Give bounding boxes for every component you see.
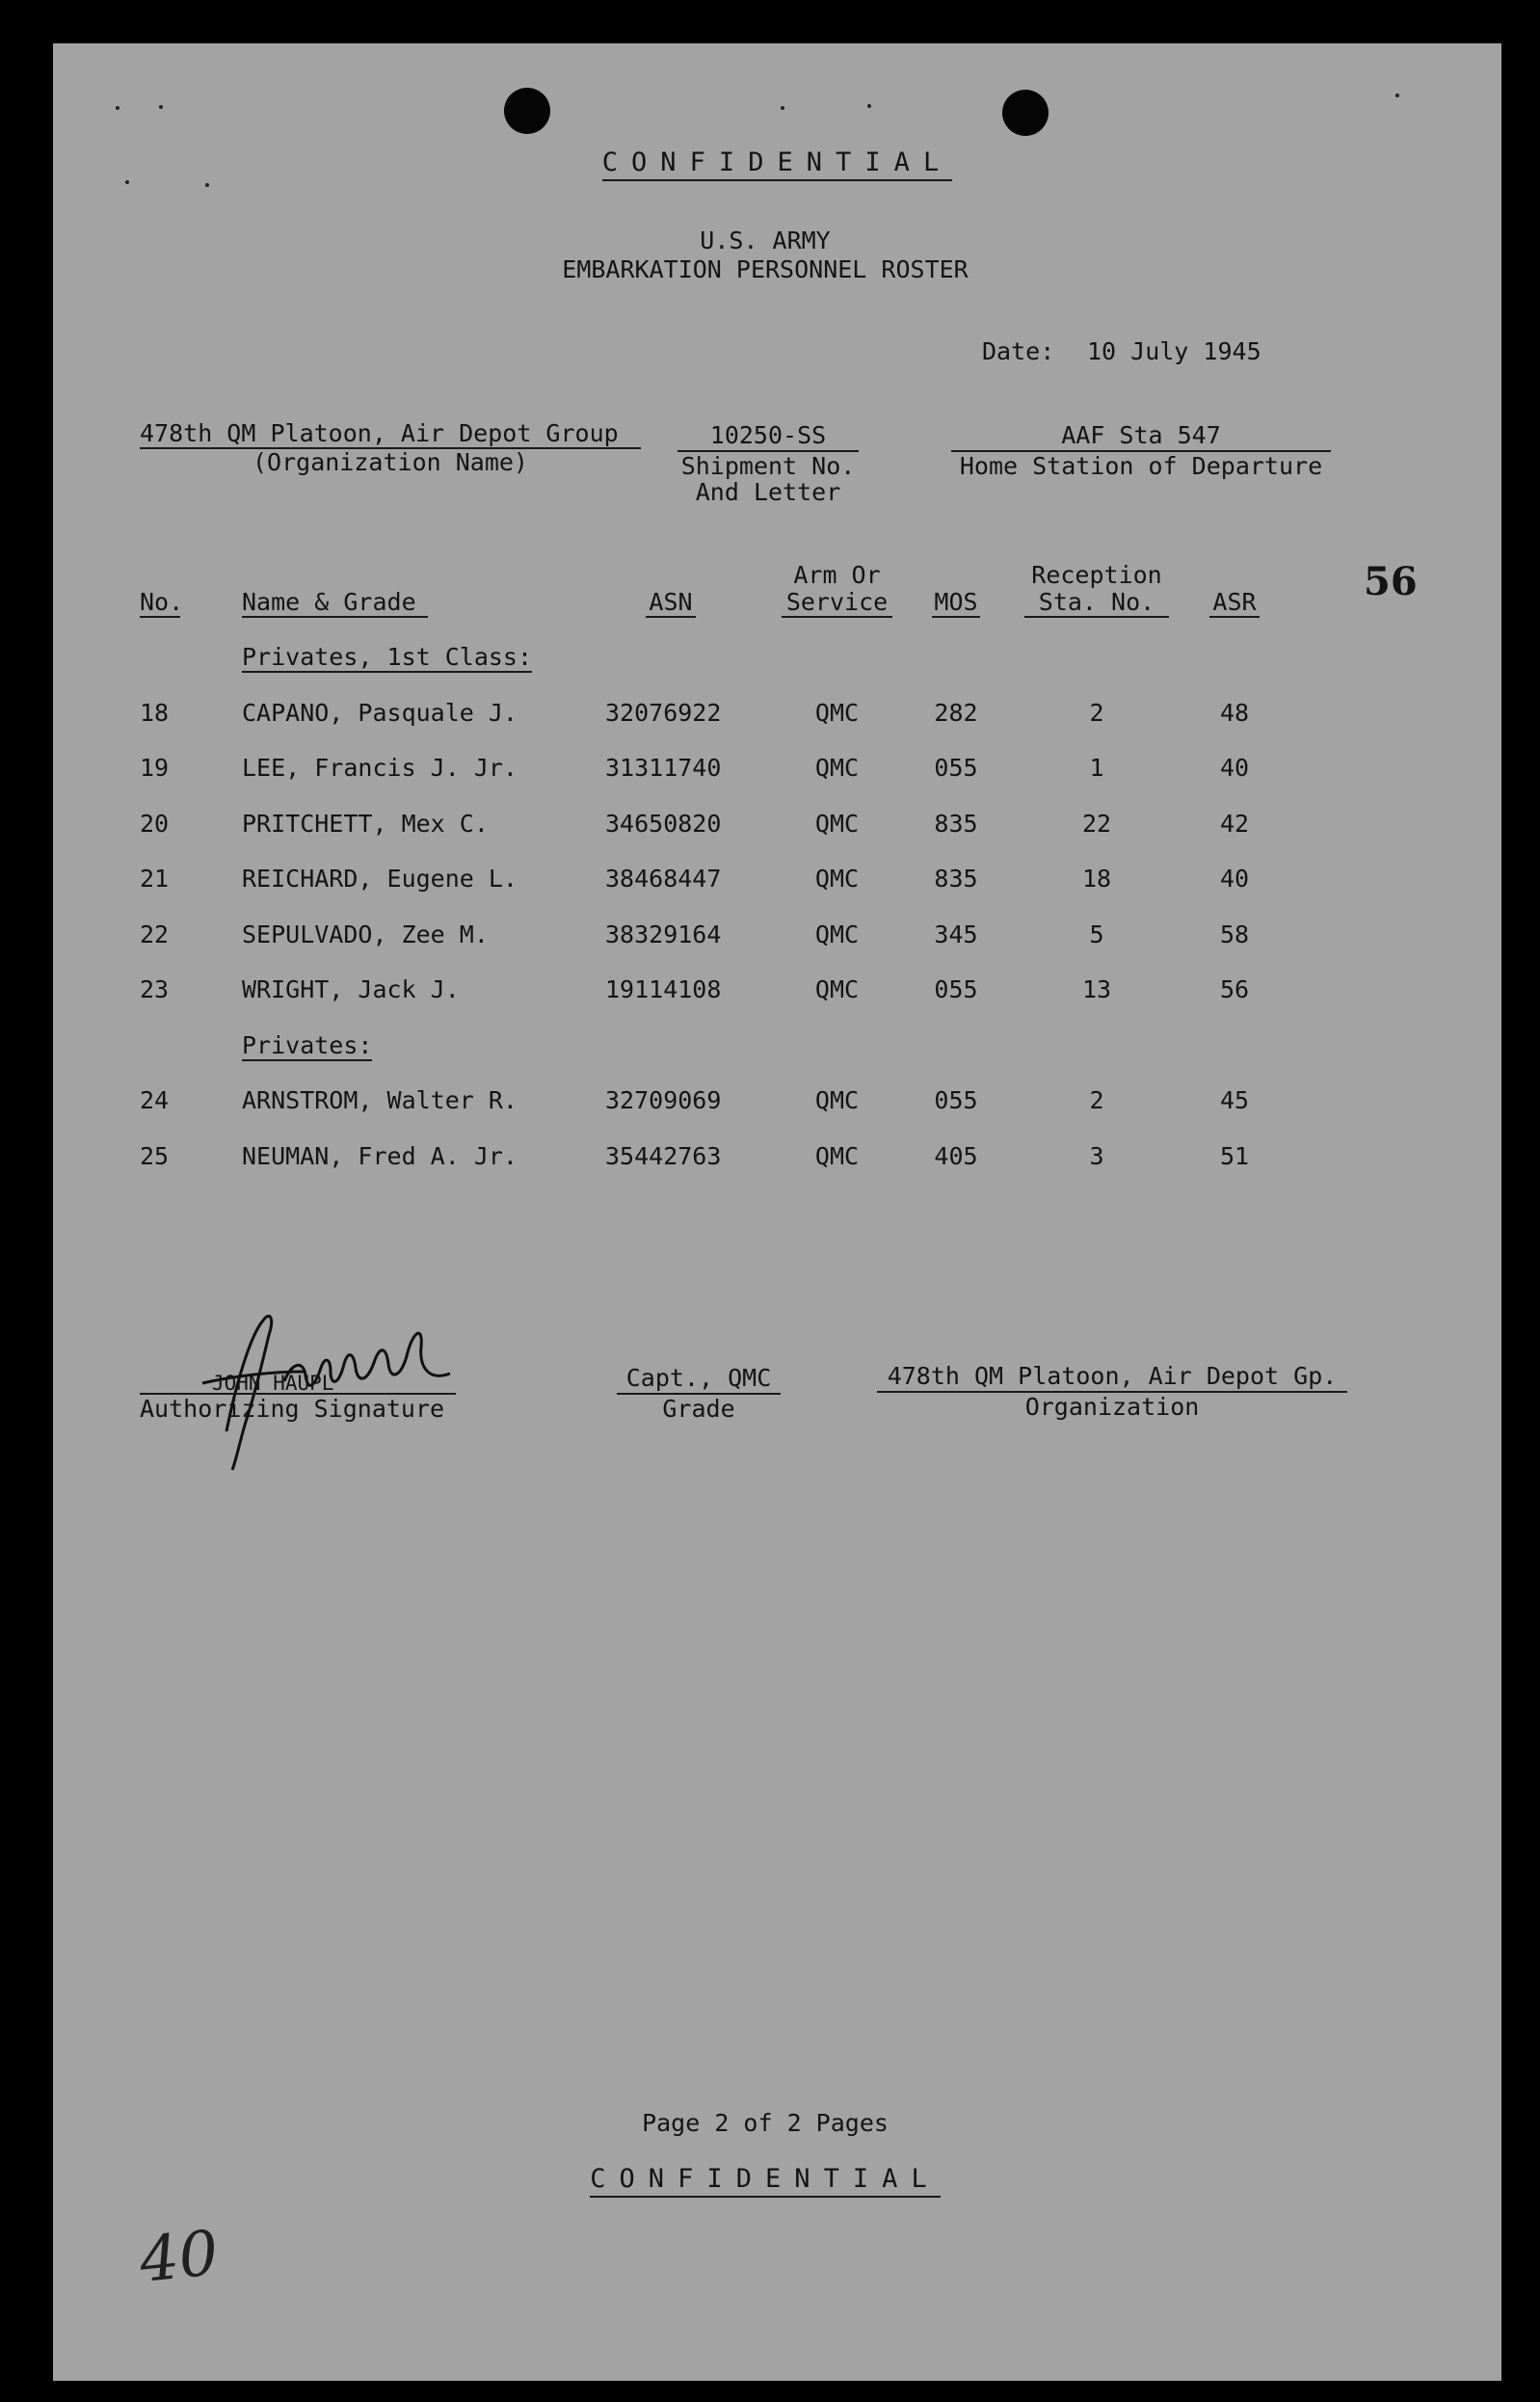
row-arm: QMC [814,699,860,727]
row-name: ARNSTROM, Walter R. [242,1086,518,1114]
row-mos: 345 [934,921,978,948]
group-label-privates: Privates: [242,1031,373,1059]
row-asn: 19114108 [605,975,722,1003]
home-station-caption: Home Station of Departure [951,450,1331,480]
row-reception: 5 [1089,921,1104,948]
speck [781,106,784,110]
shipment-caption-2: And Letter [695,478,841,506]
row-name: NEUMAN, Fred A. Jr. [242,1142,518,1170]
confidential-footer-wrap [53,2164,1477,2194]
row-asn: 34650820 [605,810,722,838]
signer-name: JOHN HAUPL [212,1372,334,1395]
row-no: 25 [140,1142,170,1170]
row-asn: 38329164 [605,921,722,948]
row-arm: QMC [814,810,860,838]
shipment-number: 10250-SS [709,421,827,449]
signature-caption: Authorizing Signature [140,1393,456,1423]
row-mos: 835 [934,810,978,838]
row-reception: 2 [1089,699,1104,727]
row-mos: 055 [934,975,978,1003]
row-name: REICHARD, Eugene L. [242,865,518,893]
row-mos: 282 [934,699,978,727]
row-asr: 48 [1219,699,1250,727]
row-arm: QMC [814,1086,860,1114]
col-header-arm-2: Service [782,588,892,618]
row-mos: 055 [934,1086,978,1114]
roster-sheet [53,43,1501,2381]
row-asr: 45 [1219,1086,1250,1114]
signer-organization: 478th QM Platoon, Air Depot Gp. [887,1362,1338,1390]
row-arm: QMC [814,865,860,893]
binder-hole-left [504,88,550,134]
speck [205,183,209,187]
row-asn: 32709069 [605,1086,722,1114]
page-footer: Page 2 of 2 Pages [642,2109,889,2137]
row-reception: 2 [1089,1086,1104,1114]
row-arm: QMC [814,754,860,782]
row-no: 22 [140,921,170,948]
grade-caption: Grade [617,1393,781,1423]
row-arm: QMC [814,1142,860,1170]
binder-hole-right [1002,90,1049,136]
organization-caption: Organization [877,1391,1347,1421]
row-asn: 31311740 [605,754,722,782]
group-label-pfc: Privates, 1st Class: [242,643,533,671]
row-name: PRITCHETT, Mex C. [242,810,489,838]
row-asr: 56 [1219,975,1250,1003]
row-reception: 13 [1081,975,1112,1003]
col-header-asr: ASR [1209,588,1260,618]
organization-name-caption: (Organization Name) [252,448,528,476]
row-asr: 42 [1219,810,1250,838]
row-no: 23 [140,975,170,1003]
organization-name: 478th QM Platoon, Air Depot Group [140,419,641,449]
row-no: 24 [140,1086,170,1114]
row-reception: 22 [1081,810,1112,838]
speck [867,104,871,108]
row-reception: 18 [1081,865,1112,893]
row-no: 21 [140,865,170,893]
row-arm: QMC [814,975,860,1003]
row-reception: 3 [1089,1142,1104,1170]
confidential-header: CONFIDENTIAL [602,147,953,181]
speck [159,105,163,109]
col-header-asn: ASN [646,588,696,618]
handwritten-note: 40 [136,2217,223,2298]
row-no: 20 [140,810,170,838]
row-no: 18 [140,699,170,727]
row-asr: 58 [1219,921,1250,948]
row-name: CAPANO, Pasquale J. [242,699,518,727]
confidential-header-wrap [53,147,1501,177]
col-header-mos: MOS [932,588,980,618]
confidential-footer: CONFIDENTIAL [590,2164,941,2198]
home-station: AAF Sta 547 [1061,421,1221,449]
row-mos: 835 [934,865,978,893]
signer-grade: Capt., QMC [625,1364,772,1392]
speck [1395,93,1399,97]
date-value: 10 July 1945 [1087,337,1261,365]
title-line-1: U.S. ARMY [700,227,831,254]
shipment-caption-1: Shipment No. [677,450,859,480]
row-no: 19 [140,754,170,782]
row-name: WRIGHT, Jack J. [242,975,460,1003]
row-name: SEPULVADO, Zee M. [242,921,489,948]
row-name: LEE, Francis J. Jr. [242,754,518,782]
row-reception: 1 [1089,754,1104,782]
row-mos: 055 [934,754,978,782]
row-asr: 51 [1219,1142,1250,1170]
col-header-reception-1: Reception [1031,561,1162,589]
col-header-name: Name & Grade [242,588,428,618]
speck [116,106,119,110]
date-label: Date: [982,337,1055,365]
row-mos: 405 [934,1142,978,1170]
title-line-2: EMBARKATION PERSONNEL ROSTER [562,255,969,283]
row-asr: 40 [1219,865,1250,893]
col-header-arm-1: Arm Or [793,561,881,589]
row-asn: 38468447 [605,865,722,893]
row-asn: 35442763 [605,1142,722,1170]
col-header-reception-2: Sta. No. [1024,588,1169,618]
speck [125,180,129,184]
page-number-mark: 56 [1364,559,1418,604]
row-asn: 32076922 [605,699,722,727]
row-asr: 40 [1219,754,1250,782]
col-header-no: No. [140,588,184,616]
row-arm: QMC [814,921,860,948]
